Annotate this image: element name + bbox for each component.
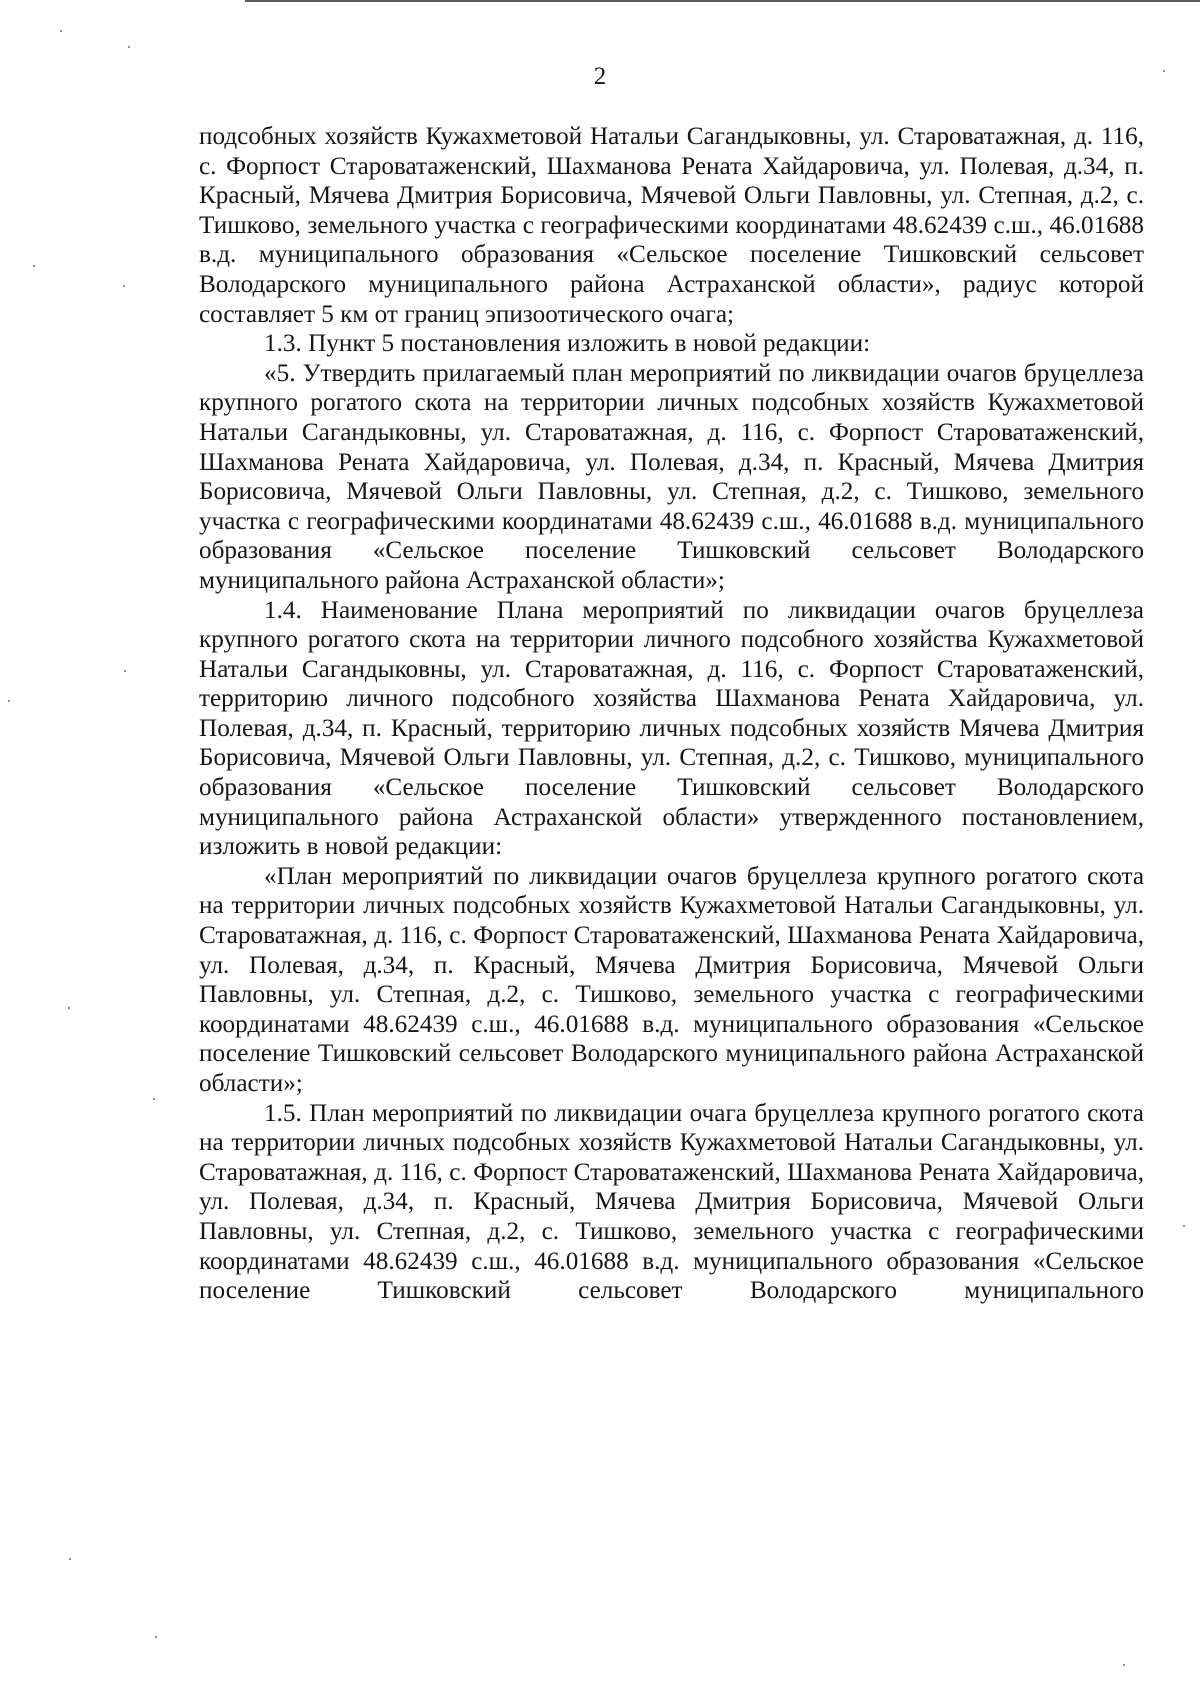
top-page-rule xyxy=(245,0,1200,2)
scan-speck xyxy=(8,700,10,702)
paragraph-continuation: подсобных хозяйств Кужахметовой Натальи Сагандыковны, ул. Староватажная, д. 116, с. Форпост Староватаженский, Шахманова Рената Хайдаровича, ул. Полевая, д.34, п. Красный, Мячева Дмитрия Борисовича, Мячевой Ольги Павловны, ул. Степная, д.2, с. Тишково, земельного участка с географическими координатами 48.62439 с.ш., 46.01688 в.д. муниципального образования «Сельское поселение Тишковский сельсовет Володарского муниципального района Астраханской области», радиус которой составляет 5 км от границ эпизоотического очага; xyxy=(199,123,1144,328)
scan-speck xyxy=(60,30,62,32)
scan-speck xyxy=(68,1007,70,1009)
scan-speck xyxy=(155,1636,157,1638)
scan-speck xyxy=(1123,1664,1125,1666)
scan-speck xyxy=(153,1098,155,1100)
paragraph-item-1-3: 1.3. Пункт 5 постановления изложить в новой редакции: xyxy=(264,330,871,358)
paragraph-item-1-4: 1.4. Наименование Плана мероприятий по ликвидации очагов бруцеллеза крупного рогатого скота на территории личного подсобного хозяйства Кужахметовой Натальи Сагандыковны, ул. Староватажная, д. 116, с. Форпост Староватаженский, территорию личного подсобного хозяйства Шахманова Рената Хайдаровича, ул. Полевая, д.34, п. Красный, территорию личных подсобных хозяйств Мячева Дмитрия Борисовича, Мячевой Ольги Павловны, ул. Степная, д.2, с. Тишково, муниципального образования «Сельское поселение Тишковский сельсовет Володарского муниципального района Астраханской области» утвержденного постановлением, изложить в новой редакции: xyxy=(199,596,1144,861)
scan-speck xyxy=(128,46,130,48)
scan-speck xyxy=(124,670,126,672)
scan-speck xyxy=(33,265,35,267)
page-number: 2 xyxy=(593,63,607,90)
scan-speck xyxy=(1183,1225,1185,1227)
paragraph-item-5-quote: «5. Утвердить прилагаемый план мероприятий по ликвидации очагов бруцеллеза крупного рогатого скота на территории личных подсобных хозяйств Кужахметовой Натальи Сагандыковны, ул. Староватажная, д. 116, с. Форпост Староватаженский, Шахманова Рената Хайдаровича, ул. Полевая, д.34, п. Красный, Мячева Дмитрия Борисовича, Мячевой Ольги Павловны, ул. Степная, д.2, с. Тишково, земельного участка с географическими координатами 48.62439 с.ш., 46.01688 в.д. муниципального образования «Сельское поселение Тишковский сельсовет Володарского муниципального района Астраханской области»; xyxy=(199,359,1144,594)
scan-speck xyxy=(1163,70,1165,72)
scan-speck xyxy=(123,285,125,287)
scan-speck xyxy=(69,1558,71,1560)
document-body xyxy=(199,122,1144,1306)
paragraph-item-1-5: 1.5. План мероприятий по ликвидации очага бруцеллеза крупного рогатого скота на территории личных подсобных хозяйств Кужахметовой Натальи Сагандыковны, ул. Староватажная, д. 116, с. Форпост Староватаженский, Шахманова Рената Хайдаровича, ул. Полевая, д.34, п. Красный, Мячева Дмитрия Борисовича, Мячевой Ольги Павловны, ул. Степная, д.2, с. Тишково, земельного участка с географическими координатами 48.62439 с.ш., 46.01688 в.д. муниципального образования «Сельское поселение Тишковский сельсовет Володарского муниципального xyxy=(199,1099,1144,1305)
paragraph-plan-title-quote: «План мероприятий по ликвидации очагов бруцеллеза крупного рогатого скота на территории личных подсобных хозяйств Кужахметовой Натальи Сагандыковны, ул. Староватажная, д. 116, с. Форпост Староватаженский, Шахманова Рената Хайдаровича, ул. Полевая, д.34, п. Красный, Мячева Дмитрия Борисовича, Мячевой Ольги Павловны, ул. Степная, д.2, с. Тишково, земельного участка с географическими координатами 48.62439 с.ш., 46.01688 в.д. муниципального образования «Сельское поселение Тишковский сельсовет Володарского муниципального района Астраханской области»; xyxy=(199,862,1144,1097)
